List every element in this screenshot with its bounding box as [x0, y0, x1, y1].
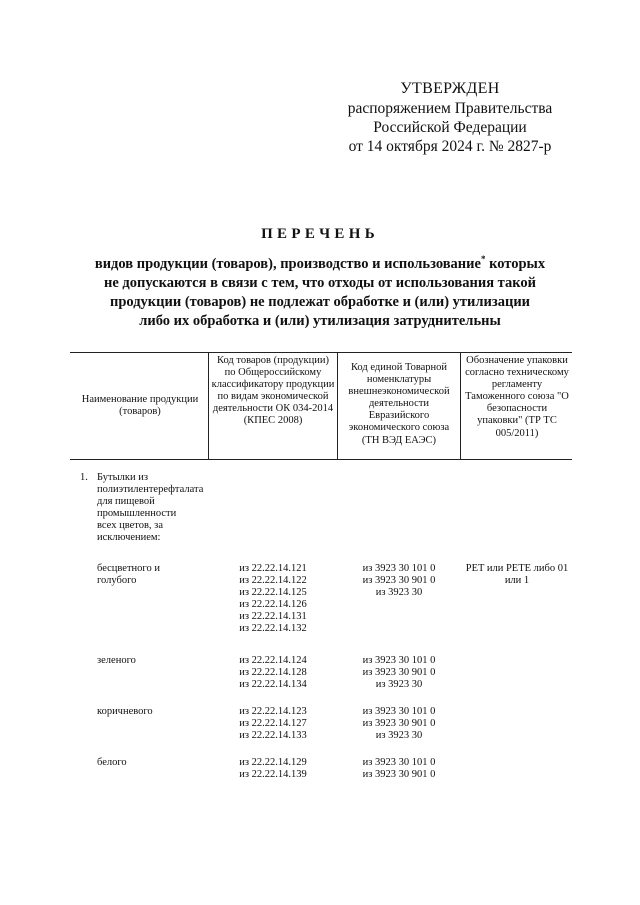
header-packaging-marking: Обозначение упаковки согласно техническому регламенту Таможенного союза "О безопасности упаковки" (ТР ТС 005/2011)	[465, 355, 569, 439]
okpd-code: из 22.22.14.139	[239, 769, 307, 781]
subtitle-line-1-end: которых	[485, 255, 546, 272]
item-number: 1.	[80, 472, 88, 483]
tnved-codes-colorless-blue	[340, 563, 458, 599]
header-tnved-code: Код единой Товарной номенклатуры внешнеэкономической деятельности Евразийского экономического союза (ТН ВЭД ЕАЭС)	[348, 362, 450, 446]
okpd-code: из 22.22.14.131	[239, 611, 307, 623]
okpd-codes-brown	[211, 706, 335, 742]
header-okpd-code: Код товаров (продукции) по Общероссийскому классификатору продукции по видам экономической деятельности ОК 034-2014 (КПЕС 2008)	[211, 355, 335, 427]
okpd-code: из 22.22.14.121	[239, 563, 307, 574]
table-header-bottom-rule	[70, 459, 572, 460]
okpd-code: из 22.22.14.123	[239, 706, 307, 717]
tnved-codes-green	[340, 655, 458, 691]
tnved-codes-brown	[340, 706, 458, 742]
row-name-brown: коричневого	[97, 706, 153, 717]
tnved-code: из 3923 30 101 0	[362, 563, 436, 574]
row-name-colorless-blue: бесцветного и голубого	[97, 563, 160, 587]
okpd-code: из 22.22.14.128	[239, 667, 307, 679]
footnote-mark: *	[480, 254, 486, 264]
tnved-code: из 3923 30 101 0	[362, 655, 436, 666]
approval-line-1: распоряжением Правительства	[347, 100, 553, 117]
okpd-codes-white	[211, 757, 335, 781]
okpd-code: из 22.22.14.134	[239, 679, 307, 691]
subtitle-line-2: не допускаются в связи с тем, что отходы от использования такой	[104, 274, 536, 291]
tnved-code: из 3923 30 101 0	[362, 706, 436, 717]
approval-line-3: от 14 октября 2024 г. № 2827-р	[348, 138, 552, 155]
okpd-codes-colorless-blue	[211, 563, 335, 636]
item-name: Бутылки из полиэтилентерефталата для пищевой промышленности всех цветов, за исключением:	[97, 472, 204, 544]
subtitle-line-4: либо их обработка и (или) утилизация затруднительны	[139, 312, 501, 329]
tnved-code: из 3923 30 901 0	[362, 575, 436, 587]
tnved-code: из 3923 30	[375, 587, 423, 599]
approval-label: УТВЕРЖДЕН	[400, 80, 500, 97]
header-product-name: Наименование продукции (товаров)	[81, 394, 199, 418]
okpd-code: из 22.22.14.132	[239, 623, 307, 635]
approval-block	[300, 79, 600, 156]
document-title: ПЕРЕЧЕНЬ	[261, 226, 379, 242]
subtitle-line-3: продукции (товаров) не подлежат обработке и (или) утилизации	[109, 293, 531, 310]
okpd-code: из 22.22.14.126	[239, 599, 307, 611]
tnved-code: из 3923 30 901 0	[362, 667, 436, 679]
column-divider-2	[337, 352, 338, 459]
table-top-rule	[70, 352, 572, 353]
tnved-code: из 3923 30 101 0	[362, 757, 436, 768]
okpd-code: из 22.22.14.127	[239, 718, 307, 730]
subtitle-line-1-text: видов продукции (товаров), производство и использование	[94, 255, 481, 272]
row-name-white: белого	[97, 757, 127, 768]
subtitle-line-1	[60, 250, 580, 274]
okpd-code: из 22.22.14.129	[239, 757, 307, 768]
okpd-code: из 22.22.14.125	[239, 587, 307, 599]
packaging-marking-colorless-blue: PET или PETE либо 01 или 1	[465, 563, 569, 587]
okpd-code: из 22.22.14.133	[239, 730, 307, 742]
tnved-code: из 3923 30	[375, 730, 423, 742]
tnved-codes-white	[340, 757, 458, 781]
okpd-code: из 22.22.14.124	[239, 655, 307, 666]
column-divider-3	[460, 352, 461, 459]
row-name-green: зеленого	[97, 655, 136, 666]
tnved-code: из 3923 30 901 0	[362, 769, 436, 781]
tnved-code: из 3923 30	[375, 679, 423, 691]
okpd-codes-green	[211, 655, 335, 691]
column-divider-1	[208, 352, 209, 459]
okpd-code: из 22.22.14.122	[239, 575, 307, 587]
tnved-code: из 3923 30 901 0	[362, 718, 436, 730]
approval-line-2: Российской Федерации	[373, 119, 527, 136]
document-subtitle	[60, 250, 580, 331]
